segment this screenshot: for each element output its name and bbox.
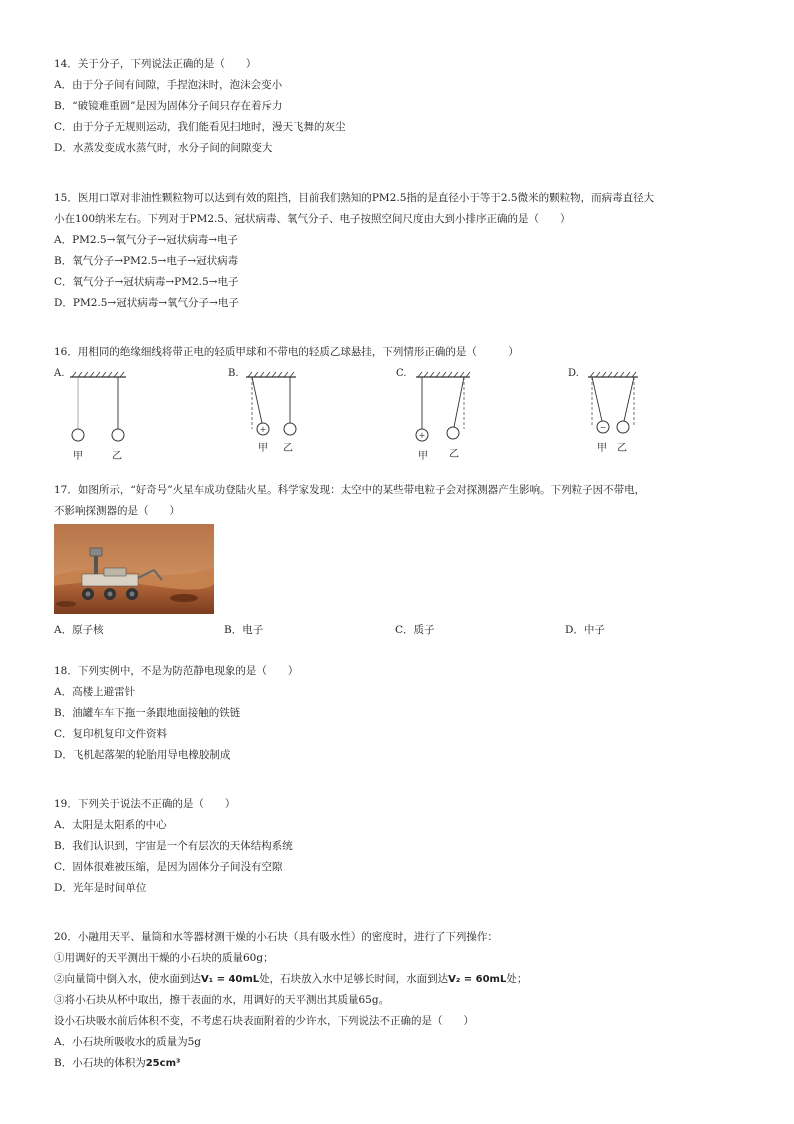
question-14: [54, 54, 744, 159]
option-d: D．光年是时间单位: [54, 882, 147, 894]
option-c: C．质子: [395, 624, 435, 636]
option-a: A．高楼上避雷针: [54, 686, 136, 698]
figure-label-c: C.: [396, 368, 407, 379]
ball-yi-label: 乙: [617, 443, 627, 454]
figure-a-diagram: [66, 363, 146, 453]
option-a: A．PM2.5→氧气分子→冠状病毒→电子: [54, 234, 238, 246]
plus-sign: +: [418, 431, 426, 440]
question-20: [54, 927, 744, 1074]
ball-yi-label: 乙: [283, 443, 293, 454]
question-stem-line-2: 小在100纳米左右。下列对于PM2.5、冠状病毒、氧气分子、电子按照空间尺度由大到小排序正确的是（ ）: [54, 213, 571, 225]
step-2: [54, 969, 744, 990]
option-b: B．氧气分子→PM2.5→电子→冠状病毒: [54, 255, 239, 267]
ball-yi-label: 乙: [112, 451, 122, 462]
ball-jia-label: 甲: [258, 443, 268, 454]
step-3: ③将小石块从杯中取出，擦干表面的水，用调好的天平测出其质量65g。: [54, 994, 390, 1006]
step-2-text-a: ②向量筒中倒入水，使水面到达: [54, 973, 201, 985]
option-b: B．油罐车车下拖一条跟地面接触的铁链: [54, 707, 241, 719]
option-b: [54, 1053, 744, 1074]
question-18: [54, 661, 744, 766]
figure-label-b: B.: [228, 368, 239, 379]
mars-rover-illustration: [54, 524, 214, 614]
option-c: C．由于分子无规则运动，我们能看见扫地时，漫天飞舞的灰尘: [54, 121, 346, 133]
option-c: C．复印机复印文件资料: [54, 728, 168, 740]
option-c: C．氧气分子→冠状病毒→PM2.5→电子: [54, 276, 239, 288]
figure-b-diagram: [240, 363, 320, 453]
question-stem: 20．小融用天平、量筒和水等器材测干燥的小石块（具有吸水性）的密度时，进行了下列操作：: [54, 931, 498, 943]
ball-jia-label: 甲: [418, 451, 428, 462]
suspended-balls-figures: [54, 363, 744, 462]
question-19: [54, 794, 744, 899]
condition: 设小石块吸水前后体积不变，不考虑石块表面附着的少许水，下列说法不正确的是（ ）: [54, 1015, 474, 1027]
ball-jia-label: 甲: [73, 451, 83, 462]
option-b-text: B．小石块的体积为: [54, 1057, 146, 1069]
question-stem-line-2: 不影响探测器的是（ ）: [54, 505, 180, 517]
figure-c-diagram: [408, 363, 488, 453]
question-16: [54, 342, 744, 462]
option-d: D．水蒸发变成水蒸气时，水分子间的间隙变大: [54, 142, 273, 154]
step-2-text-b: 处，石块放入水中足够长时间，水面到达: [259, 973, 449, 985]
step-1: ①用调好的天平测出干燥的小石块的质量60g；: [54, 952, 274, 964]
question-stem: 18．下列实例中，不是为防范静电现象的是（ ）: [54, 665, 299, 677]
option-b: B．电子: [224, 624, 264, 636]
ball-yi-label: 乙: [449, 449, 459, 460]
question-17: [54, 480, 744, 641]
option-b: B．“破镜难重圆”是因为固体分子间只存在着斥力: [54, 100, 283, 112]
question-15: [54, 188, 744, 314]
ball-jia-label: 甲: [597, 443, 607, 454]
volume-v1: V₁ = 40mL: [201, 974, 260, 985]
options-row: [54, 620, 744, 641]
plus-sign: +: [259, 425, 267, 434]
question-stem: 19．下列关于说法不正确的是（ ）: [54, 798, 236, 810]
stone-volume: 25cm³: [145, 1058, 181, 1069]
option-a: A．太阳是太阳系的中心: [54, 819, 167, 831]
option-b: B．我们认识到，宇宙是一个有层次的天体结构系统: [54, 840, 293, 852]
mars-rover-photo: [54, 524, 214, 614]
option-d: D．飞机起落架的轮胎用导电橡胶制成: [54, 749, 231, 761]
question-stem-line-1: 17．如图所示，“好奇号”火星车成功登陆火星。科学家发现：太空中的某些带电粒子会对探测器产生影响。下列粒子因不带电，: [54, 484, 646, 496]
option-d: D．PM2.5→冠状病毒→氧气分子→电子: [54, 297, 239, 309]
option-a: A．原子核: [54, 624, 104, 636]
figure-label-d: D.: [568, 368, 579, 379]
question-stem: 16．用相同的绝缘细线将带正电的轻质甲球和不带电的轻质乙球悬挂，下列情形正确的是（ ）: [54, 346, 519, 358]
option-a: A．小石块所吸收水的质量为5g: [54, 1036, 201, 1048]
question-stem-line-1: 15．医用口罩对非油性颗粒物可以达到有效的阻挡，目前我们熟知的PM2.5指的是直径小于等于2.5微米的颗粒物，而病毒直径大: [54, 192, 655, 204]
question-stem: 14．关于分子，下列说法正确的是（ ）: [54, 58, 257, 70]
option-a: A．由于分子间有间隙，手捏泡沫时，泡沫会变小: [54, 79, 283, 91]
volume-v2: V₂ = 60mL: [448, 974, 507, 985]
minus-sign: −: [599, 423, 607, 432]
step-2-text-c: 处；: [506, 973, 528, 985]
option-c: C．固体很难被压缩，是因为固体分子间没有空隙: [54, 861, 283, 873]
figure-label-a: A.: [54, 368, 65, 379]
option-d: D．中子: [565, 624, 605, 636]
